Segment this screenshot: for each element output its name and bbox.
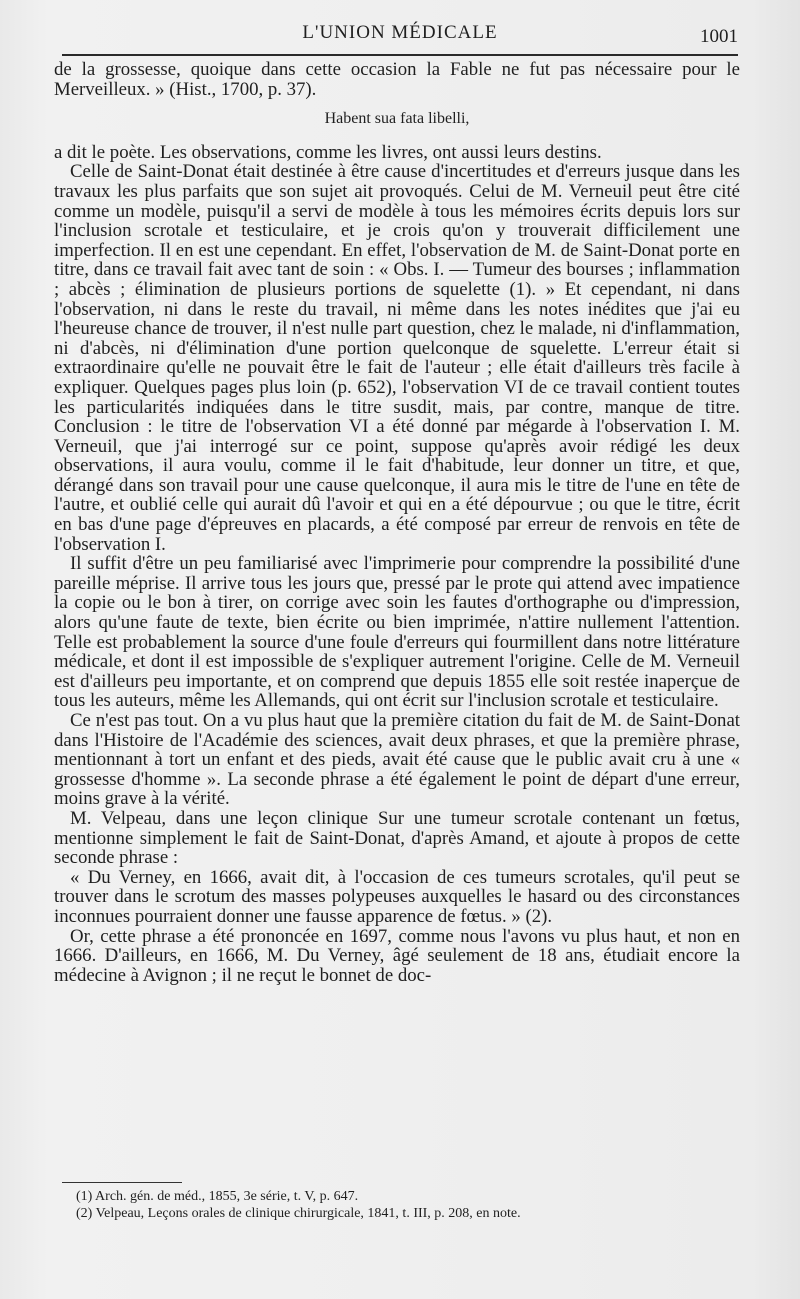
header-rule: [62, 54, 738, 56]
article-body: [54, 60, 740, 985]
running-header: [62, 20, 738, 56]
paragraph-4: Il suffit d'être un peu familiarisé avec l'imprimerie pour comprendre la possibilité d'une pareille méprise. Il arrive tous les jours que, pressé par le prote qui attend avec impatience la copie ou le bon à tirer, on corrige avec soin les fautes d'orthographe ou d'impression, alors qu'une faute de texte, bien écrite ou bien imprimée, n'attire nullement l'attention. Telle est probablement la source d'une foule d'erreurs qui fourmillent dans notre littérature médicale, et dont il est impossible de s'expliquer autrement l'origine. Celle de M. Verneuil est d'ailleurs peu importante, et on comprend que depuis 1855 elle soit restée inaperçue de tous les auteurs, même les Allemands, qui ont écrit sur l'inclusion scrotale et testiculaire.: [54, 553, 740, 712]
paragraph-3: Celle de Saint-Donat était destinée à être cause d'incertitudes et d'erreurs jusque dans les travaux les plus parfaits que son sujet ait provoqués. Celui de M. Verneuil peut être cité comme un modèle, puisqu'il a servi de modèle à tous les mémoires écrits depuis lors sur l'inclusion scrotale et testiculaire, et je crois qu'on y trouverait difficilement une imperfection. Il en est une cependant. En effet, l'observation de M. de Saint-Donat porte en titre, dans ce travail fait avec tant de soin : « Obs. I. — Tumeur des bourses ; inflammation ; abcès ; élimination de plusieurs portions de squelette (1). » Et cependant, ni dans l'observation, ni dans le reste du travail, ni même dans les notes inédites que j'ai eu l'heureuse chance de trouver, il n'est nulle part question, chez le malade, ni d'inflammation, ni d'abcès, ni d'élimination d'une portion quelconque de squelette. L'erreur était si extraordinaire qu'elle ne pouvait être le fait de l'auteur ; elle était d'ailleurs très facile à expliquer. Quelques pages plus loin (p. 652), l'observation VI de ce travail contient toutes les particularités indiquées dans le titre susdit, mais, par contre, manque de titre. Conclusion : le titre de l'observation VI a été donné par mégarde à l'observation I. M. Verneuil, que j'ai interrogé sur ce point, suppose qu'après avoir rédigé les deux observations, il aura voulu, comme il le fait d'habitude, leur donner un titre, et que, dérangé dans son travail pour une cause quelconque, il aura mis le titre de l'une en tête de l'autre, et oublié celle qui aurait dû l'avoir et qui en a été dépourvue ; ou que le titre, écrit en bas d'une page d'épreuves en placards, a été composé par erreur de renvois en tête de l'observation I.: [54, 161, 740, 555]
paragraph-1: de la grossesse, quoique dans cette occasion la Fable ne fut pas nécessaire pour le Merveilleux. » (Hist., 1700, p. 37).: [54, 59, 740, 100]
paragraph-5: Ce n'est pas tout. On a vu plus haut que la première citation du fait de M. de Saint-Donat dans l'Histoire de l'Académie des sciences, avait deux phrases, et que la première phrase, mentionnant à tort un enfant et des pieds, avait été cause que le public avait cru à une « grossesse d'homme ». La seconde phrase a été également le point de départ d'une erreur, moins grave à la vérité.: [54, 710, 740, 810]
footnote-rule: [62, 1182, 182, 1183]
journal-title: L'UNION MÉDICALE: [302, 22, 498, 43]
paragraph-2: a dit le poète. Les observations, comme les livres, ont aussi leurs destins.: [54, 141, 602, 163]
page-number: 1001: [700, 26, 738, 47]
footnote-1: (1) Arch. gén. de méd., 1855, 3e série, t. V, p. 647.: [76, 1189, 359, 1204]
paragraph-7: « Du Verney, en 1666, avait dit, à l'occasion de ces tumeurs scrotales, qu'il peut se trouver dans le scrotum des masses polypeuses auxquelles le hasard ou des circonstances inconnues pourraient donner une fausse apparence de fœtus. » (2).: [54, 866, 740, 927]
epigraph: Habent sua fata libelli,: [324, 110, 470, 128]
footnotes: [76, 1188, 738, 1222]
paragraph-6: M. Velpeau, dans une leçon clinique Sur une tumeur scrotale contenant un fœtus, mentionne simplement le fait de Saint-Donat, d'après Amand, et ajoute à propos de cette seconde phrase :: [54, 807, 740, 869]
footnote-2: (2) Velpeau, Leçons orales de clinique chirurgicale, 1841, t. III, p. 208, en note.: [76, 1206, 521, 1221]
paragraph-8: Or, cette phrase a été prononcée en 1697, comme nous l'avons vu plus haut, et non en 1666. D'ailleurs, en 1666, M. Du Verney, âgé seulement de 18 ans, étudiait encore la médecine à Avignon ; il ne reçut le bonnet de doc-: [54, 925, 740, 986]
